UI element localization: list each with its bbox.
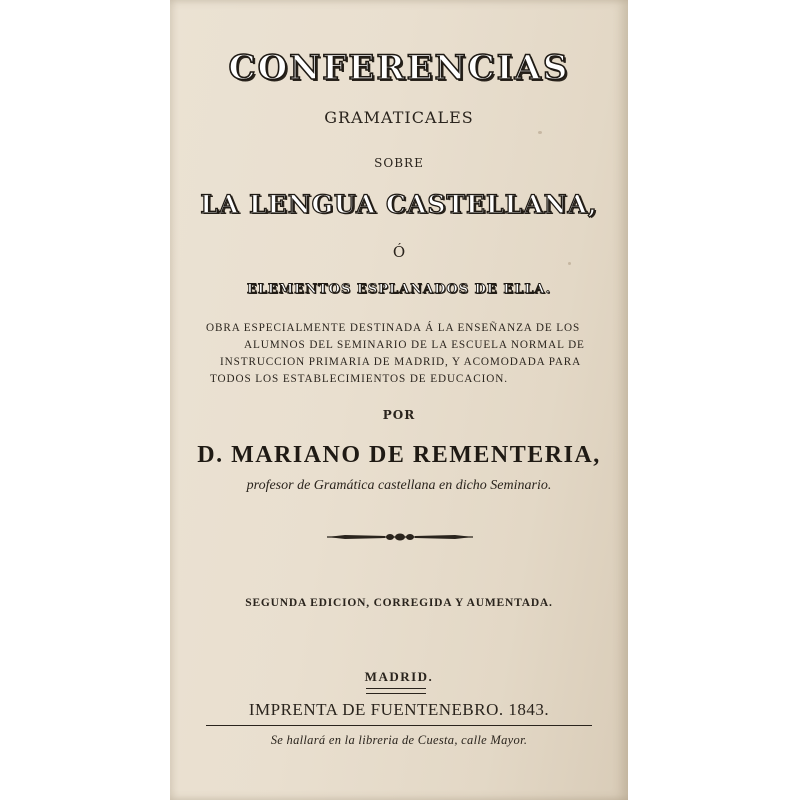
author-name: D. MARIANO DE REMENTERIA, bbox=[197, 442, 601, 468]
by-label: POR bbox=[382, 408, 416, 422]
alternate-title: ELEMENTOS ESPLANADOS DE ELLA. bbox=[246, 282, 552, 297]
printer-imprint: IMPRENTA DE FUENTENEBRO. 1843. bbox=[248, 700, 550, 719]
description-line: TODOS LOS ESTABLECIMIENTOS DE EDUCACION. bbox=[210, 373, 508, 385]
foxing-spot bbox=[568, 262, 571, 265]
bookseller-note: Se hallará en la libreria de Cuesta, calle Mayor. bbox=[270, 733, 528, 747]
description-line: OBRA ESPECIALMENTE DESTINADA Á LA ENSEÑANZA DE LOS bbox=[206, 322, 581, 334]
book-subtitle: GRAMATICALES bbox=[324, 108, 474, 127]
place-of-publication: MADRID. bbox=[364, 669, 434, 684]
conjunction-o: Ó bbox=[392, 243, 406, 261]
imprint-rule bbox=[206, 725, 592, 726]
foxing-spot bbox=[538, 131, 542, 134]
description-paragraph bbox=[206, 320, 606, 388]
double-rule bbox=[366, 688, 426, 694]
description-line: INSTRUCCION PRIMARIA DE MADRID, Y ACOMODADA PARA bbox=[220, 356, 582, 368]
book-title: CONFERENCIAS bbox=[228, 48, 570, 88]
subject-heading: LA LENGUA CASTELLANA, bbox=[200, 190, 598, 219]
description-line: ALUMNOS DEL SEMINARIO DE LA ESCUELA NORMAL DE bbox=[244, 339, 585, 351]
author-description: profesor de Gramática castellana en dicho Seminario. bbox=[246, 478, 552, 493]
edition-statement: SEGUNDA EDICION, CORREGIDA Y AUMENTADA. bbox=[245, 597, 553, 609]
preposition-sobre: SOBRE bbox=[374, 156, 424, 170]
book-title-page bbox=[170, 0, 628, 800]
ornamental-rule bbox=[325, 530, 475, 544]
